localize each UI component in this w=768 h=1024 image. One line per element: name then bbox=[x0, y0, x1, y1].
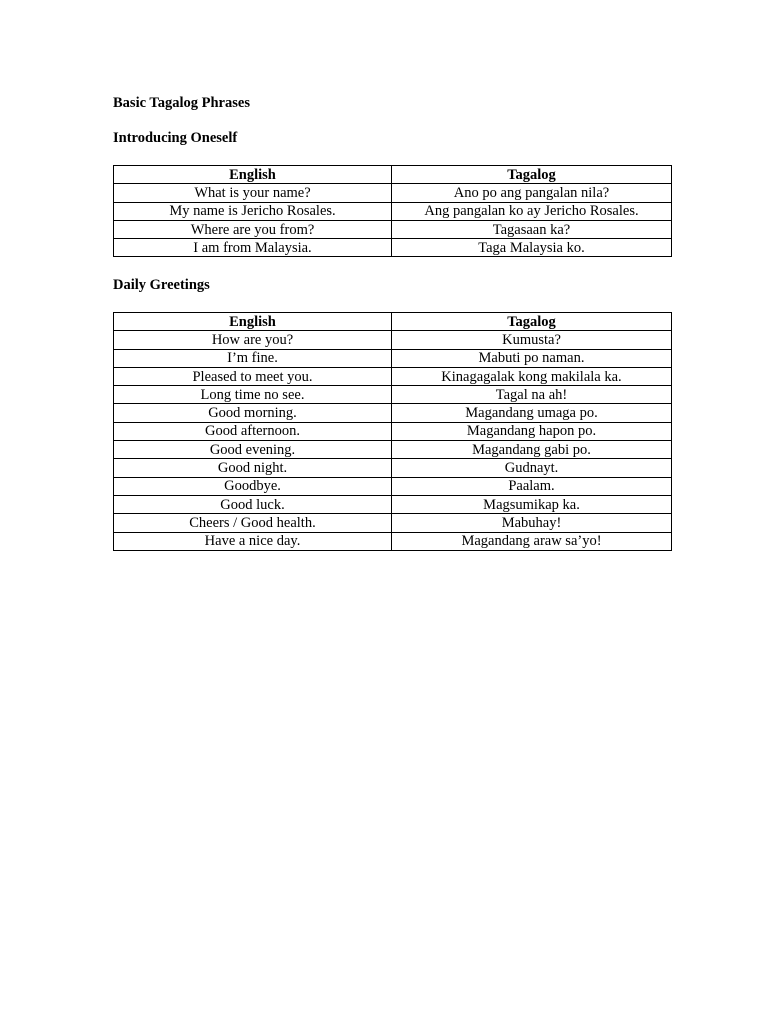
cell-tagalog: Gudnayt. bbox=[392, 459, 672, 477]
cell-tagalog: Mabuhay! bbox=[392, 514, 672, 532]
cell-tagalog: Taga Malaysia ko. bbox=[392, 239, 672, 257]
table-row bbox=[114, 367, 672, 385]
cell-english: I’m fine. bbox=[114, 349, 392, 367]
table-introducing-oneself bbox=[113, 165, 672, 257]
table-row bbox=[114, 220, 672, 238]
cell-english: Good evening. bbox=[114, 441, 392, 459]
column-header-tagalog: Tagalog bbox=[392, 166, 672, 184]
cell-english: Good morning. bbox=[114, 404, 392, 422]
cell-tagalog: Kumusta? bbox=[392, 331, 672, 349]
table-header-row bbox=[114, 313, 672, 331]
cell-tagalog: Magandang hapon po. bbox=[392, 422, 672, 440]
cell-english: Good night. bbox=[114, 459, 392, 477]
cell-tagalog: Ang pangalan ko ay Jericho Rosales. bbox=[392, 202, 672, 220]
table-row bbox=[114, 495, 672, 513]
cell-english: My name is Jericho Rosales. bbox=[114, 202, 392, 220]
table-row bbox=[114, 404, 672, 422]
cell-english: How are you? bbox=[114, 331, 392, 349]
column-header-english: English bbox=[114, 166, 392, 184]
cell-tagalog: Ano po ang pangalan nila? bbox=[392, 184, 672, 202]
column-header-english: English bbox=[114, 313, 392, 331]
cell-tagalog: Tagasaan ka? bbox=[392, 220, 672, 238]
table-daily-greetings bbox=[113, 312, 672, 551]
cell-english: What is your name? bbox=[114, 184, 392, 202]
table-row bbox=[114, 239, 672, 257]
table-row bbox=[114, 202, 672, 220]
table-row bbox=[114, 386, 672, 404]
table-row bbox=[114, 184, 672, 202]
table-row bbox=[114, 477, 672, 495]
cell-english: Where are you from? bbox=[114, 220, 392, 238]
cell-tagalog: Magsumikap ka. bbox=[392, 495, 672, 513]
document-title: Basic Tagalog Phrases bbox=[113, 95, 250, 111]
table-row bbox=[114, 349, 672, 367]
cell-tagalog: Mabuti po naman. bbox=[392, 349, 672, 367]
cell-tagalog: Magandang araw sa’yo! bbox=[392, 532, 672, 550]
table-row bbox=[114, 331, 672, 349]
section-title-introducing-oneself: Introducing Oneself bbox=[113, 130, 238, 146]
cell-english: I am from Malaysia. bbox=[114, 239, 392, 257]
table-row bbox=[114, 422, 672, 440]
cell-english: Long time no see. bbox=[114, 386, 392, 404]
table-row bbox=[114, 459, 672, 477]
table-body bbox=[114, 184, 672, 257]
table-row bbox=[114, 514, 672, 532]
cell-english: Have a nice day. bbox=[114, 532, 392, 550]
cell-english: Good afternoon. bbox=[114, 422, 392, 440]
table-row bbox=[114, 441, 672, 459]
cell-tagalog: Magandang umaga po. bbox=[392, 404, 672, 422]
cell-english: Pleased to meet you. bbox=[114, 367, 392, 385]
table-header-row bbox=[114, 166, 672, 184]
column-header-tagalog: Tagalog bbox=[392, 313, 672, 331]
table-row bbox=[114, 532, 672, 550]
cell-tagalog: Kinagagalak kong makilala ka. bbox=[392, 367, 672, 385]
cell-tagalog: Paalam. bbox=[392, 477, 672, 495]
cell-english: Cheers / Good health. bbox=[114, 514, 392, 532]
cell-english: Good luck. bbox=[114, 495, 392, 513]
cell-english: Goodbye. bbox=[114, 477, 392, 495]
cell-tagalog: Magandang gabi po. bbox=[392, 441, 672, 459]
section-title-daily-greetings: Daily Greetings bbox=[113, 277, 210, 293]
cell-tagalog: Tagal na ah! bbox=[392, 386, 672, 404]
table-body bbox=[114, 331, 672, 551]
